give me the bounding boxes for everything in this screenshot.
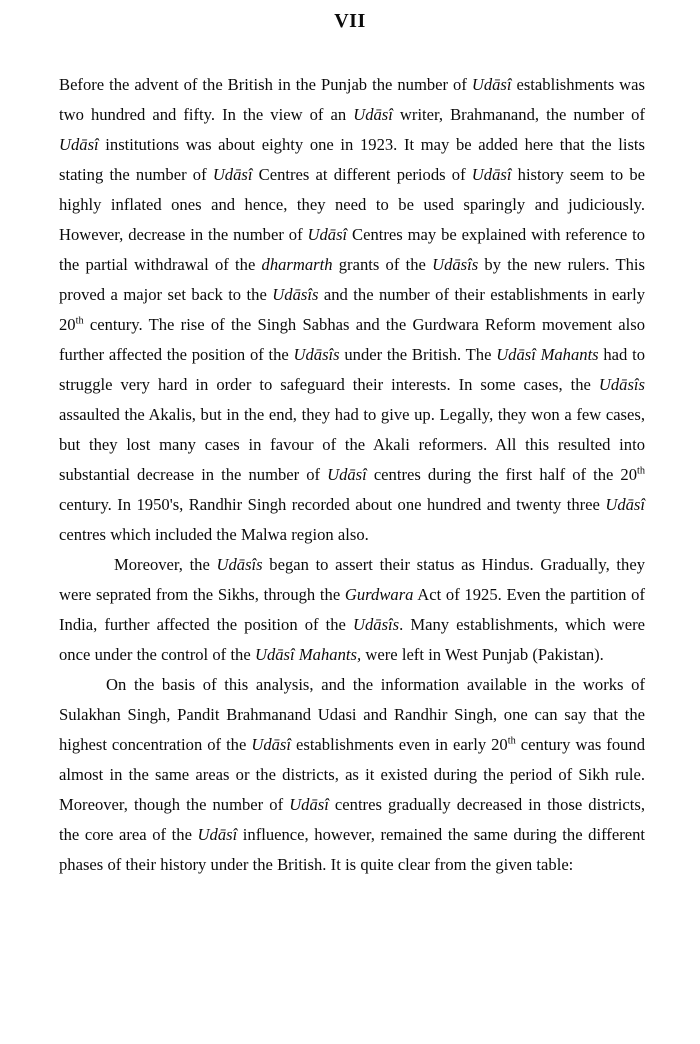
emphasis-term: Udāsî <box>212 165 253 184</box>
text-run: assaulted the Akalis, but in the end, they had to give up. Legally, they won a few cases, but they lost many cases in favour of the Akali reformers. All this resulted into substantial decrease in the number of <box>59 405 645 484</box>
emphasis-term: Udāsî <box>327 465 367 484</box>
emphasis-term: Udāsî <box>605 495 645 514</box>
ordinal-superscript: th <box>507 735 516 747</box>
emphasis-term: Udāsîs <box>216 555 263 574</box>
paragraph-2 <box>59 550 645 670</box>
text-run: On the basis of this analysis, and the information available in the works of Sulakhan Singh, Pandit Brahmanand Udasi and Randhir Singh, one can say that the highest concentration of the <box>59 675 645 754</box>
emphasis-term: Udāsîs <box>353 615 400 634</box>
text-run: began to assert their status as Hindus. Gradually, they were seprated from the Sikhs, through the <box>59 555 646 604</box>
emphasis-term: Udāsî Mahants <box>496 345 599 364</box>
text-run: century. The rise of the Singh Sabhas and the Gurdwara Reform movement also further affected the position of the <box>59 315 645 364</box>
ordinal-superscript: th <box>75 315 84 327</box>
emphasis-term: Udāsî <box>471 165 512 184</box>
text-run: influence, however, remained the same during the different phases of their history under the British. It is quite clear from the given table: <box>59 825 646 874</box>
emphasis-term: Udāsîs <box>272 285 319 304</box>
emphasis-term: Udāsî Mahants, <box>254 645 362 664</box>
ordinal-superscript: th <box>637 465 645 477</box>
text-run: had to struggle very hard in order to safeguard their interests. In some cases, the <box>59 345 645 394</box>
text-run: Act of 1925. Even the partition of India, further affected the position of the <box>59 585 645 634</box>
text-run: Before the advent of the British in the Punjab the number of <box>59 75 472 94</box>
text-run: writer, Brahmanand, the number of <box>392 105 645 124</box>
emphasis-term: Udāsîs <box>432 255 479 274</box>
paragraph-1 <box>59 70 645 550</box>
text-run: history seem to be highly inflated ones and hence, they need to be used sparingly and judiciously. However, decrease in the number of <box>59 165 645 244</box>
emphasis-term: Udāsî <box>251 735 291 754</box>
page-title: VII <box>334 10 366 32</box>
emphasis-term: Udāsî <box>59 135 99 154</box>
text-run: century was found almost in the same areas or the districts, as it existed during the period of Sikh rule. Moreover, though the number of <box>59 735 646 814</box>
text-run: centres gradually decreased in those districts, the core area of the <box>59 795 645 844</box>
text-run: centres during the first half of the 20 <box>366 465 637 484</box>
text-run: and the number of their establishments in early 20 <box>59 285 645 334</box>
emphasis-term: Gurdwara <box>344 585 414 604</box>
emphasis-term: Udāsî <box>307 225 348 244</box>
text-run: were left in West Punjab (Pakistan). <box>361 645 604 664</box>
text-run: . Many establishments, which were once under the control of the <box>59 615 645 664</box>
text-run: century. In 1950's, Randhir Singh recorded about one hundred and twenty three <box>59 495 606 514</box>
text-run: establishments was two hundred and fifty. In the view of an <box>59 75 645 124</box>
emphasis-term: Udāsî <box>353 105 393 124</box>
text-run: establishments even in early 20 <box>291 735 508 754</box>
text-run: under the British. The <box>339 345 497 364</box>
emphasis-term: Udāsîs <box>293 345 340 364</box>
text-run: centres which included the Malwa region also. <box>59 525 369 544</box>
text-run: by the new rulers. This proved a major set back to the <box>59 255 645 304</box>
emphasis-term: Udāsî <box>289 795 329 814</box>
text-run: Moreover, the <box>114 555 217 574</box>
text-run: grants of the <box>332 255 433 274</box>
document-body <box>59 70 645 880</box>
paragraph-3 <box>59 670 645 880</box>
emphasis-term: Udāsî <box>197 825 238 844</box>
text-run: Centres may be explained with reference to the partial withdrawal of the <box>59 225 645 274</box>
text-run: institutions was about eighty one in 1923. It may be added here that the lists stating the number of <box>59 135 645 184</box>
emphasis-term: Udāsîs <box>598 375 645 394</box>
text-run: Centres at different periods of <box>252 165 472 184</box>
emphasis-term: Udāsî <box>471 75 512 94</box>
emphasis-term: dharmarth <box>261 255 333 274</box>
